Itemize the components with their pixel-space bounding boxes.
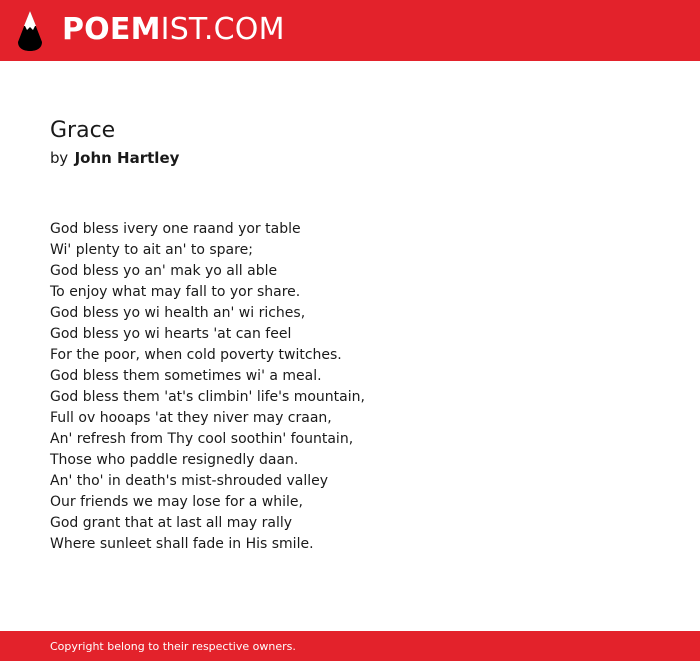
- poem-line: God bless yo an' mak yo all able: [50, 263, 278, 279]
- poem-byline: [50, 147, 650, 169]
- poem-line: An' tho' in death's mist-shrouded valley: [50, 473, 329, 489]
- poem-line: Wi' plenty to ait an' to spare;: [50, 242, 253, 258]
- poem-line: An' refresh from Thy cool soothin' fountain,: [50, 431, 354, 447]
- logo-text-light: IST.COM: [160, 12, 285, 47]
- site-logo-text: [62, 13, 285, 47]
- pencil-logo-icon: [16, 10, 44, 52]
- copyright-notice: Copyright belong to their respective owners.: [50, 640, 296, 653]
- logo-text-bold: POEM: [62, 12, 161, 47]
- poem-line: God grant that at last all may rally: [50, 515, 293, 531]
- poem-line: God bless yo wi health an' wi riches,: [50, 305, 306, 321]
- byline-prefix: by: [50, 149, 68, 167]
- poem-author: John Hartley: [74, 149, 180, 167]
- poem-line: For the poor, when cold poverty twitches.: [50, 347, 342, 363]
- site-header: [0, 0, 700, 61]
- poem-line: Our friends we may lose for a while,: [50, 494, 303, 510]
- poem-line: To enjoy what may fall to yor share.: [50, 284, 301, 300]
- poem-body: [50, 219, 650, 555]
- poem-line: God bless them sometimes wi' a meal.: [50, 368, 322, 384]
- poem-line: Those who paddle resignedly daan.: [50, 452, 299, 468]
- poem-container: [50, 117, 650, 555]
- poem-line: God bless yo wi hearts 'at can feel: [50, 326, 292, 342]
- poem-line: God bless ivery one raand yor table: [50, 221, 301, 237]
- poem-line: Where sunleet shall fade in His smile.: [50, 536, 314, 552]
- site-footer: [0, 631, 700, 661]
- poem-title: Grace: [50, 118, 116, 143]
- poem-line: Full ov hooaps 'at they niver may craan,: [50, 410, 332, 426]
- poem-line: God bless them 'at's climbin' life's mountain,: [50, 389, 365, 405]
